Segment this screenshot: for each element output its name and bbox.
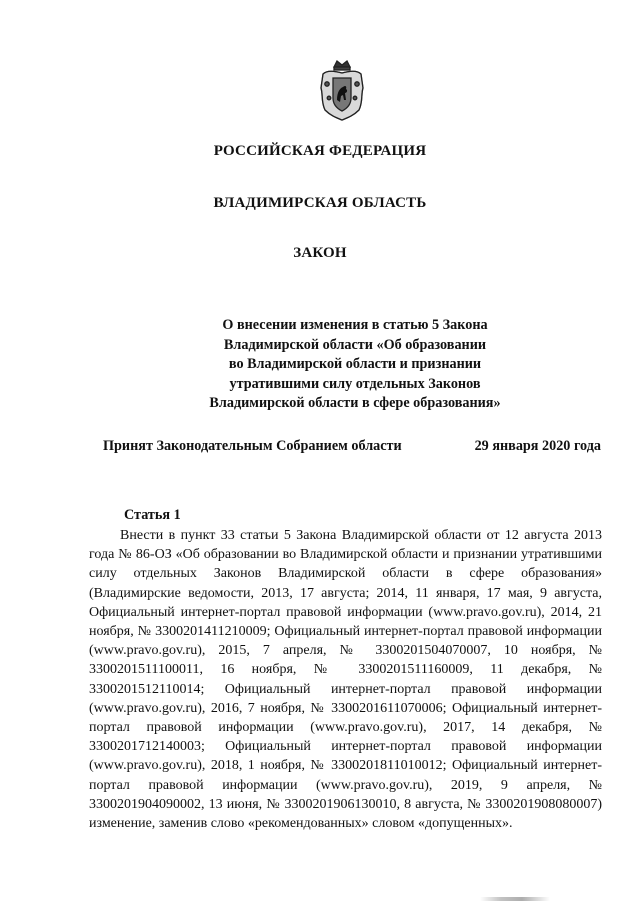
article-heading: Статья 1 — [124, 507, 181, 523]
law-title-line: Владимирской области в сфере образования» — [209, 395, 501, 411]
header-region: ВЛАДИМИРСКАЯ ОБЛАСТЬ — [213, 195, 427, 211]
law-title-line: утратившими силу отдельных Законов — [229, 375, 481, 392]
adopted-by: Принят Законодательным Собранием области — [103, 438, 402, 454]
law-title-line: О внесении изменения в статью 5 Закона — [222, 317, 488, 333]
header-country: РОССИЙСКАЯ ФЕДЕРАЦИЯ — [213, 143, 427, 159]
document-type: ЗАКОН — [293, 245, 347, 261]
scan-artifact — [480, 897, 550, 901]
coat-of-arms-icon — [317, 58, 367, 122]
law-title-line: Владимирской области «Об образовании — [223, 336, 487, 353]
law-title — [190, 316, 520, 414]
adopted-date: 29 января 2020 года — [474, 438, 601, 454]
law-title-line: во Владимирской области и признании — [228, 356, 482, 372]
article-body: Внести в пункт 33 статьи 5 Закона Владимирской области от 12 августа 2013 года № 86-ОЗ «Об образовании во Владимирской области и признании утратившими силу отдельных Законов Владимирской области в сфере образования» (Владимирские ведомости, 2013, 17 августа; 2014, 11 января, 17 мая, 9 августа, Официальный интернет-портал правовой информации (www.pravo.gov.ru), 2014, 21 ноября, № 3300201411210009; Официальный интернет-портал правовой информации (www.pravo.gov.ru), 2015, 7 апреля, № 3300201504070007, 10 ноября, № 3300201511100011, 16 ноября, № 3300201511160009, 11 декабря, № 3300201512110014; Официальный интернет-портал правовой информации (www.pravo.gov.ru), 2016, 7 ноября, № 3300201611070006; Официальный интернет-портал правовой информации (www.pravo.gov.ru), 2017, 14 декабря, № 3300201712140003; Официальный интернет-портал правовой информации (www.pravo.gov.ru), 2018, 1 ноября, № 3300201811010012; Официальный интернет-портал правовой информации (www.pravo.gov.ru), 2019, 9 апреля, № 3300201904090002, 13 июня, № 3300201906130010, 8 августа, № 3300201908080007) изменение, заменив слово «рекомендованных» словом «допущенных». — [89, 528, 602, 832]
